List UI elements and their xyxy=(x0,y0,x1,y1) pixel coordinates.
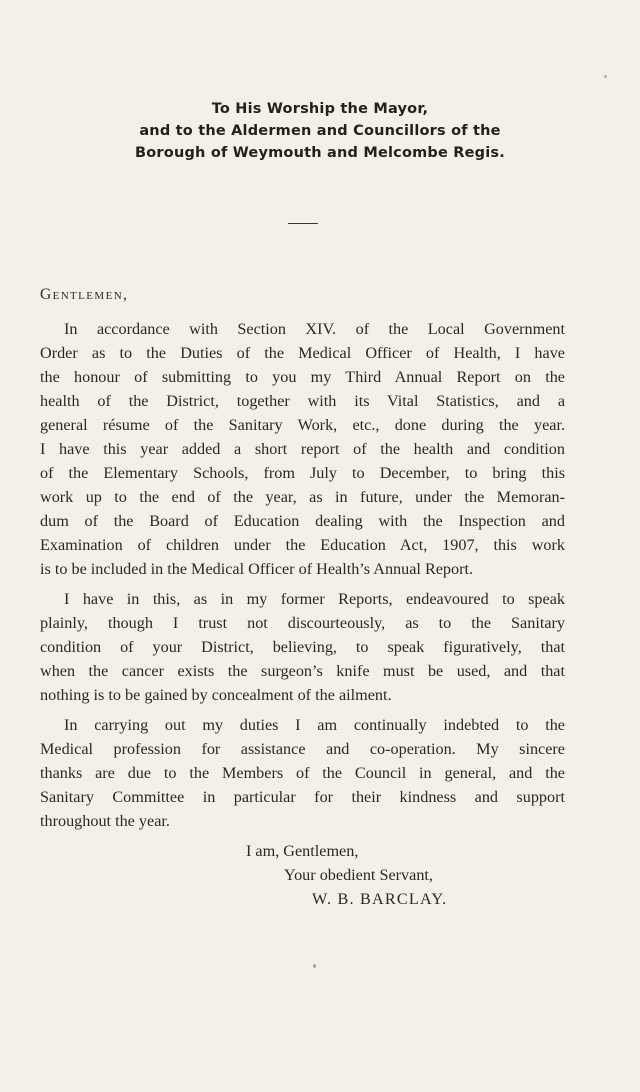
address-line-3: Borough of Weymouth and Melcombe Regis. xyxy=(135,145,505,161)
paragraph-2-line: condition of your District, believing, to speak figuratively, that xyxy=(40,638,565,656)
paragraph-1-line: Examination of children under the Education Act, 1907, this work xyxy=(40,536,565,554)
paragraph-1-line: is to be included in the Medical Officer of Health’s Annual Report. xyxy=(40,560,474,578)
paragraph-3-line: In carrying out my duties I am continually indebted to the xyxy=(64,716,565,734)
closing-line-1: I am, Gentlemen, xyxy=(246,842,359,860)
divider-rule xyxy=(288,223,318,224)
paragraph-1-line: health of the District, together with its Vital Statistics, and a xyxy=(40,392,565,410)
paragraph-2-line: plainly, though I trust not discourteously, as to the Sanitary xyxy=(40,614,565,632)
paragraph-2-line: when the cancer exists the surgeon’s knife must be used, and that xyxy=(40,662,565,680)
paragraph-2-line: nothing is to be gained by concealment of the ailment. xyxy=(40,686,392,704)
paragraph-3-line: Medical profession for assistance and co-operation. My sincere xyxy=(40,740,565,758)
closing-line-2: Your obedient Servant, xyxy=(284,866,433,884)
paragraph-1-line: I have this year added a short report of the health and condition xyxy=(40,440,565,458)
paragraph-2-line: I have in this, as in my former Reports, endeavoured to speak xyxy=(64,590,565,608)
signature: W. B. BARCLAY. xyxy=(312,890,448,908)
paragraph-1-line: dum of the Board of Education dealing with the Inspection and xyxy=(40,512,565,530)
salutation: Gentlemen, xyxy=(40,286,129,303)
paragraph-3-line: thanks are due to the Members of the Council in general, and the xyxy=(40,764,565,782)
paragraph-1-line: of the Elementary Schools, from July to December, to bring this xyxy=(40,464,565,482)
paragraph-1-line: Order as to the Duties of the Medical Officer of Health, I have xyxy=(40,344,565,362)
paragraph-1-line: general résume of the Sanitary Work, etc., done during the year. xyxy=(40,416,565,434)
paragraph-1-line: In accordance with Section XIV. of the Local Government xyxy=(64,320,565,338)
paper-speck xyxy=(604,75,607,78)
address-line-2: and to the Aldermen and Councillors of the xyxy=(139,123,501,139)
paragraph-1-line: work up to the end of the year, as in future, under the Memoran- xyxy=(40,488,565,506)
address-line-1: To His Worship the Mayor, xyxy=(211,101,429,117)
paragraph-1-line: the honour of submitting to you my Third Annual Report on the xyxy=(40,368,565,386)
paper-speck xyxy=(313,964,316,968)
paragraph-3-line: Sanitary Committee in particular for their kindness and support xyxy=(40,788,565,806)
paragraph-3-line: throughout the year. xyxy=(40,812,170,830)
